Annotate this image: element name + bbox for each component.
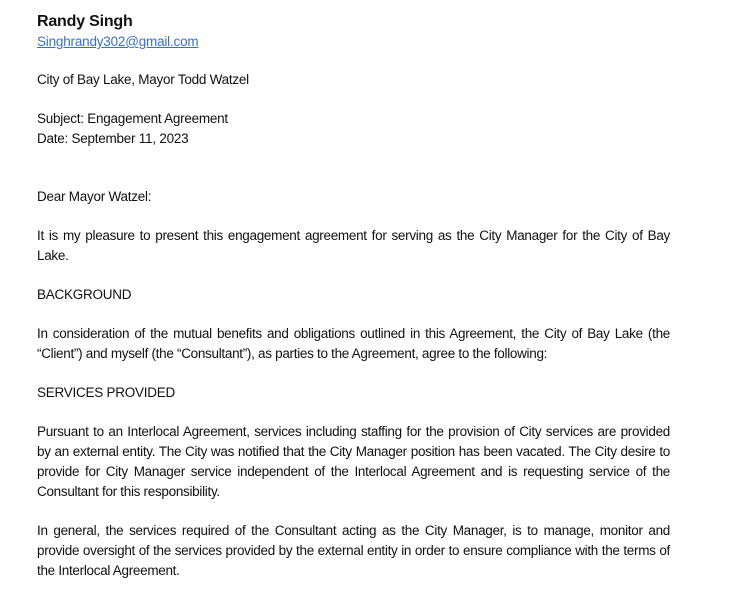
spacer bbox=[37, 207, 670, 226]
letter-document bbox=[37, 11, 670, 581]
sender-email-link[interactable]: Singhrandy302@gmail.com bbox=[37, 34, 199, 49]
spacer bbox=[37, 364, 670, 383]
services-paragraph-2: In general, the services required of the Consultant acting as the City Manager, is to manage, monitor and provide oversight of the services provided by the external entity in order to ensure compliance with the terms of the Interlocal Agreement. bbox=[37, 523, 670, 578]
spacer bbox=[37, 305, 670, 324]
intro-paragraph: It is my pleasure to present this engagement agreement for serving as the City Manager for the City of Bay Lake. bbox=[37, 228, 670, 263]
spacer bbox=[37, 51, 670, 70]
recipient-line: City of Bay Lake, Mayor Todd Watzel bbox=[37, 72, 249, 87]
date-line: Date: September 11, 2023 bbox=[37, 131, 189, 146]
spacer bbox=[37, 502, 670, 521]
spacer bbox=[37, 90, 670, 109]
background-paragraph: In consideration of the mutual benefits and obligations outlined in this Agreement, the City of Bay Lake (the “Client”) and myself (the “Consultant”), as parties to the Agreement, agree to the following: bbox=[37, 326, 670, 361]
salutation: Dear Mayor Watzel: bbox=[37, 189, 152, 204]
subject-line: Subject: Engagement Agreement bbox=[37, 111, 228, 126]
section-heading-services: SERVICES PROVIDED bbox=[37, 385, 176, 400]
section-heading-background: BACKGROUND bbox=[37, 287, 132, 302]
spacer bbox=[37, 149, 670, 187]
sender-name: Randy Singh bbox=[37, 13, 133, 30]
services-paragraph-1: Pursuant to an Interlocal Agreement, services including staffing for the provision of City services are provided by an external entity. The City was notified that the City Manager position has been vacated. The City desire to provide for City Manager service independent of the Interlocal Agreement and is requesting service of the Consultant for this responsibility. bbox=[37, 424, 670, 499]
spacer bbox=[37, 266, 670, 285]
spacer bbox=[37, 403, 670, 422]
